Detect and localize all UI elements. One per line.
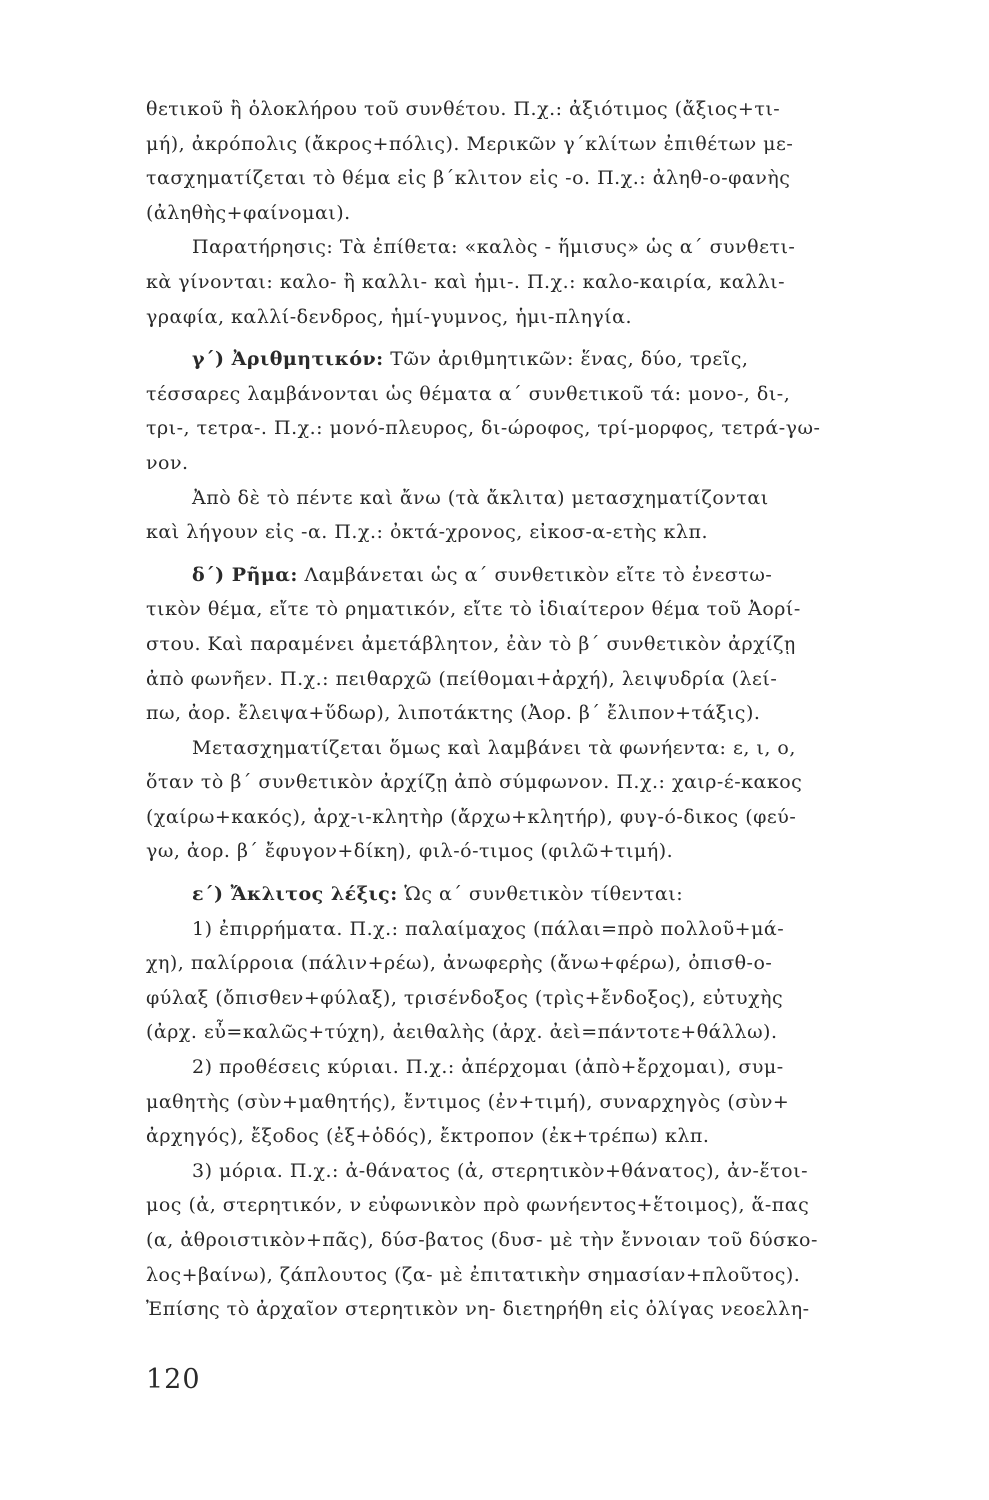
text-line: τικὸν θέμα, εἴτε τὸ ρηματικόν, εἴτε τὸ ἰδιαίτερον θέμα τοῦ Ἀορί-: [146, 598, 801, 621]
text-line: 2) προθέσεις κύριαι. Π.χ.: ἀπέρχομαι (ἀπὸ+ἔρχομαι), συμ-: [192, 1056, 784, 1079]
text-line: Παρατήρησις: Τὰ ἐπίθετα: «καλὸς - ἥμισυς» ὡς α΄ συνθετι-: [192, 236, 796, 259]
text-line: χη), παλίρροια (πάλιν+ρέω), ἀνωφερὴς (ἄνω+φέρω), ὀπισθ-ο-: [146, 952, 773, 975]
text-line: (α, ἀθροιστικὸν+πᾶς), δύσ-βατος (δυσ- μὲ τὴν ἔννοιαν τοῦ δύσκο-: [146, 1229, 818, 1251]
text-line: θετικοῦ ἢ ὁλοκλήρου τοῦ συνθέτου. Π.χ.: ἀξιότιμος (ἄξιος+τι-: [146, 98, 781, 120]
section-heading: δ΄) Ρῆμα:: [192, 563, 298, 586]
text-line: μος (ἀ, στερητικόν, ν εὐφωνικὸν πρὸ φωνήεντος+ἕτοιμος), ἅ-πας: [146, 1194, 810, 1217]
text-line: (ἀληθὴς+φαίνομαι).: [146, 201, 351, 224]
text-line: φύλαξ (ὄπισθεν+φύλαξ), τρισένδοξος (τρὶς+ἔνδοξος), εὐτυχὴς: [146, 986, 784, 1009]
body-text: [146, 92, 898, 1327]
text-line: τέσσαρες λαμβάνονται ὡς θέματα α΄ συνθετικοῦ τά: μονο-, δι-,: [146, 382, 791, 405]
section-text: Ὡς α΄ συνθετικὸν τίθενται:: [397, 883, 684, 906]
text-line: καὶ λήγουν εἰς -α. Π.χ.: ὀκτά-χρονος, εἰκοσ-α-ετὴς κλπ.: [146, 521, 708, 544]
text-line: (χαίρω+κακός), ἀρχ-ι-κλητὴρ (ἄρχω+κλητήρ), φυγ-ό-δικος (φεύ-: [146, 805, 797, 828]
text-line: λος+βαίνω), ζάπλουτος (ζα- μὲ ἐπιτατικὴν σημασίαν+πλοῦτος).: [146, 1263, 801, 1286]
text-line: 1) ἐπιρρήματα. Π.χ.: παλαίμαχος (πάλαι=πρὸ πολλοῦ+μά-: [192, 917, 785, 940]
text-line: ἀπὸ φωνῆεν. Π.χ.: πειθαρχῶ (πείθομαι+ἀρχή), λειψυδρία (λεί-: [146, 667, 778, 690]
page-number: 120: [146, 1364, 201, 1395]
section-gamma-line: [146, 342, 898, 377]
text-line: Ἐπίσης τὸ ἀρχαῖον στερητικὸν νη- διετηρήθη εἰς ὀλίγας νεοελλη-: [146, 1298, 810, 1321]
text-line: νον.: [146, 451, 189, 474]
text-line: στου. Καὶ παραμένει ἀμετάβλητον, ἐὰν τὸ β΄ συνθετικὸν ἀρχίζῃ: [146, 632, 796, 655]
text-line: μή), ἀκρόπολις (ἄκρος+πόλις). Μερικῶν γ΄κλίτων ἐπιθέτων με-: [146, 132, 794, 155]
text-line: Μετασχηματίζεται ὅμως καὶ λαμβάνει τὰ φωνήεντα: ε, ι, ο,: [192, 736, 796, 759]
text-line: τασχηματίζεται τὸ θέμα εἰς β΄κλιτον εἰς -ο. Π.χ.: ἀληθ-ο-φανὴς: [146, 167, 791, 190]
section-text: Τῶν ἀριθμητικῶν: ἕνας, δύο, τρεῖς,: [383, 348, 749, 371]
text-line: ἀρχηγός), ἔξοδος (ἐξ+ὁδός), ἔκτροπον (ἐκ+τρέπω) κλπ.: [146, 1125, 710, 1148]
text-line: 3) μόρια. Π.χ.: ἀ-θάνατος (ἀ, στερητικὸν+θάνατος), ἀν-ἕτοι-: [192, 1159, 808, 1182]
text-line: τρι-, τετρα-. Π.χ.: μονό-πλευρος, δι-ώροφος, τρί-μορφος, τετρά-γω-: [146, 417, 821, 440]
section-text: Λαμβάνεται ὡς α΄ συνθετικὸν εἴτε τὸ ἐνεστω-: [297, 563, 773, 586]
text-line: (ἀρχ. εὖ=καλῶς+τύχη), ἀειθαλὴς (ἀρχ. ἀεὶ=πάντοτε+θάλλω).: [146, 1021, 778, 1044]
text-line: πω, ἀορ. ἔλειψα+ὕδωρ), λιποτάκτης (Ἀορ. β΄ ἔλιπον+τάξις).: [146, 702, 761, 725]
text-line: ὅταν τὸ β΄ συνθετικὸν ἀρχίζῃ ἀπὸ σύμφωνον. Π.χ.: χαιρ-έ-κακος: [146, 771, 803, 794]
text-line: γω, ἀορ. β΄ ἔφυγον+δίκη), φιλ-ό-τιμος (φιλῶ+τιμή).: [146, 840, 674, 863]
section-heading: ε΄) Ἄκλιτος λέξις:: [192, 883, 398, 906]
text-line: Ἀπὸ δὲ τὸ πέντε καὶ ἄνω (τὰ ἄκλιτα) μετασχηματίζονται: [192, 486, 769, 509]
section-delta-line: [146, 558, 898, 593]
section-epsilon-line: [146, 877, 898, 912]
section-heading: γ΄) Ἀριθμητικόν:: [192, 348, 384, 371]
text-line: μαθητὴς (σὺν+μαθητής), ἔντιμος (ἐν+τιμή), συναρχηγὸς (σὺν+: [146, 1090, 790, 1113]
text-line: γραφία, καλλί-δενδρος, ἡμί-γυμνος, ἡμι-πληγία.: [146, 305, 633, 328]
text-line: κὰ γίνονται: καλο- ἢ καλλι- καὶ ἡμι-. Π.χ.: καλο-καιρία, καλλι-: [146, 270, 786, 293]
